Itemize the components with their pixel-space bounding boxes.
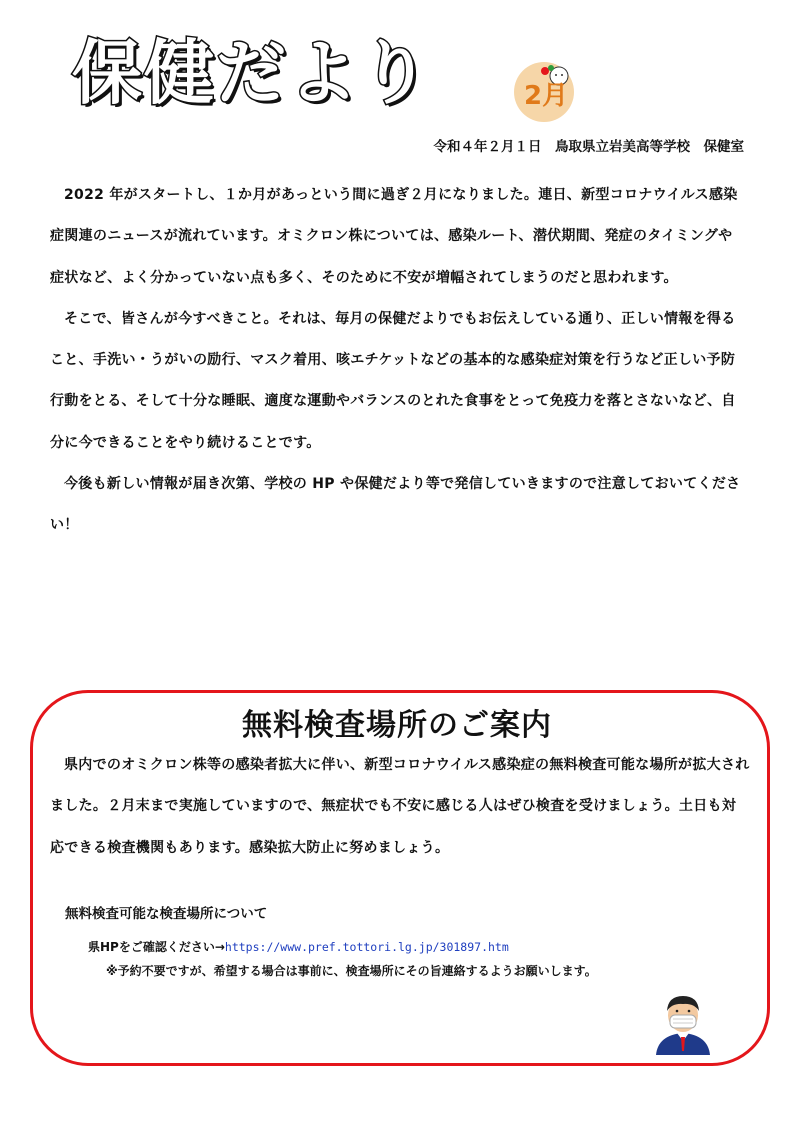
info-box-text (50, 745, 750, 869)
newsletter-title: 保健だより (72, 32, 432, 114)
month-badge-text: 2月 (524, 81, 569, 111)
reservation-note: ※予約不要ですが、希望する場合は事前に、検査場所にその旨連絡するようお願いします。 (106, 964, 597, 978)
prefecture-link-line (88, 938, 509, 955)
testing-locations-heading: 無料検査可能な検査場所について (65, 906, 268, 922)
prefecture-hp-link[interactable]: https://www.pref.tottori.lg.jp/301897.htm (224, 940, 509, 954)
info-box-paragraph: 県内でのオミクロン株等の感染者拡大に伴い、新型コロナウイルス感染症の無料検査可能な場所が拡大されました。２月末まで実施していますので、無症状でも不安に感じる人はぜひ検査を受けましょう。土日も対応できる検査機関もあります。感染拡大防止に努めましょう。 (50, 757, 750, 856)
intro-paragraph-2: そこで、皆さんが今すべきこと。それは、毎月の保健だよりでもお伝えしている通り、正しい情報を得ること、手洗い・うがいの励行、マスク着用、咳エチケットなどの基本的な感染症対策を行うなど正しい予防行動をとる、そして十分な睡眠、適度な運動やバランスのとれた食事をとって免疫力を落とさないなど、自分に今できることをやり続けることです。 (50, 310, 736, 451)
intro-paragraph-3: 今後も新しい情報が届き次第、学校の HP や保健だより等で発信していきますので注意しておいてください！ (50, 476, 741, 534)
masked-person-icon (650, 993, 716, 1055)
link-prefix: 県HPをご確認ください→ (88, 940, 225, 954)
intro-text (50, 175, 746, 547)
issue-dateline: 令和４年２月１日 鳥取県立岩美高等学校 保健室 (433, 139, 744, 155)
info-box-title: 無料検査場所のご案内 (242, 708, 552, 743)
month-badge-icon (511, 58, 577, 124)
intro-paragraph-1: 2022 年がスタートし、１か月があっという間に過ぎ２月になりました。連日、新型コロナウイルス感染症関連のニュースが流れています。オミクロン株については、感染ルート、潜伏期間、発症のタイミングや症状など、よく分かっていない点も多く、そのために不安が増幅されてしまうのだと思われます。 (50, 187, 738, 286)
